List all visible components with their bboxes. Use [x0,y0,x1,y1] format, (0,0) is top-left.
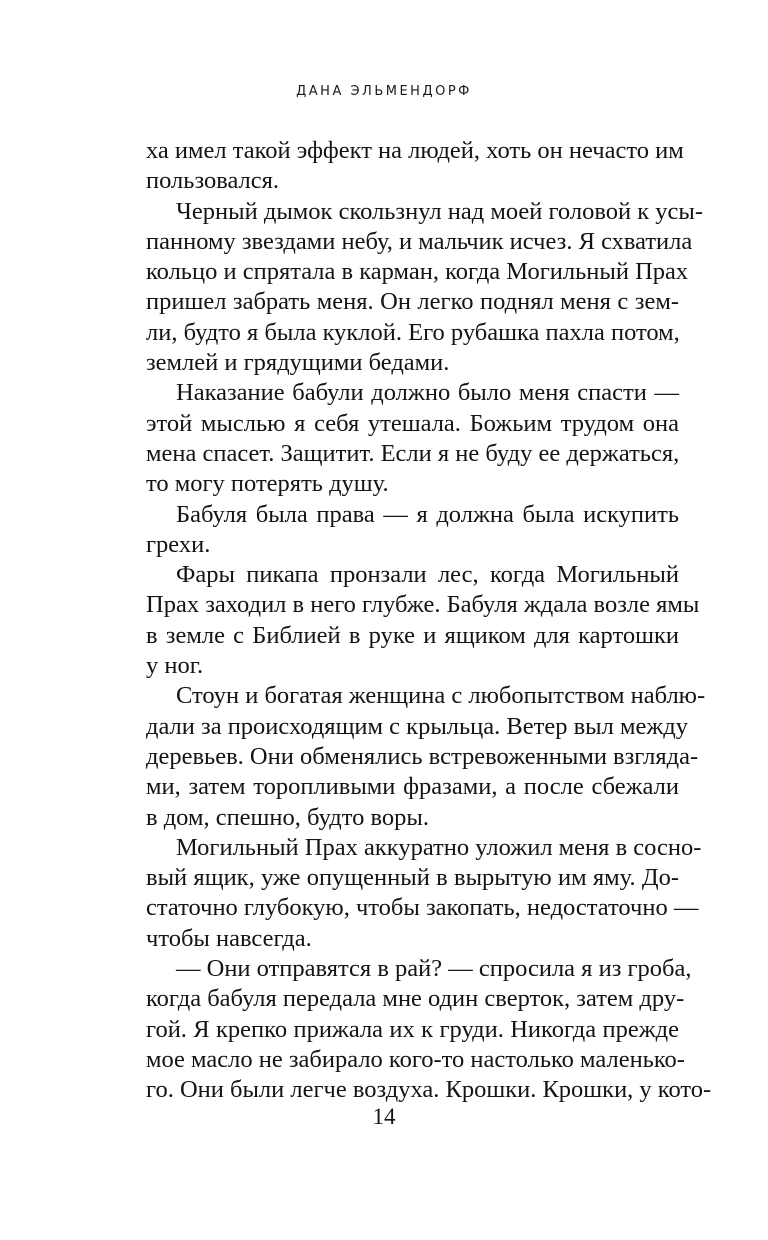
text-line: когда бабуля передала мне один сверток, затем дру- [146,985,685,1013]
text-line: землей и грядущими бедами. [146,349,450,377]
text-line: панному звездами небу, и мальчик исчез. Я схватила [146,227,693,255]
text-line: ха имел такой эффект на людей, хоть он нечасто им [146,137,684,164]
text-line: статочно глубокую, чтобы закопать, недостаточно — [146,894,699,922]
text-line: мена спасет. Защитит. Если я не буду ее держаться, [146,439,680,467]
text-line: Прах заходил в него глубже. Бабуля ждала возле ямы [146,591,700,619]
text-line: у ног. [146,652,204,680]
text-line: в дом, спешно, будто воры. [146,803,429,831]
text-line: Могильный Прах аккуратно уложил меня в сосно- [176,833,702,861]
text-line: этой мыслью я себя утешала. Божьим трудом она [146,409,679,437]
text-line: Наказание бабули должно было меня спасти — [176,379,679,407]
text-line: Стоун и богатая женщина с любопытством наблю- [176,682,706,710]
text-line: — Они отправятся в рай? — спросила я из гроба, [176,955,692,983]
text-line: дали за происходящим с крыльца. Ветер выл между [146,712,688,740]
text-line: пришел забрать меня. Он легко поднял меня с зем- [146,288,679,316]
text-line: в земле с Библией в руке и ящиком для картошки [146,621,679,649]
text-line: кольцо и спрятала в карман, когда Могильный Прах [146,258,689,286]
text-line: деревьев. Они обменялись встревоженными взгляда- [146,742,699,770]
body-text [146,136,712,1106]
text-line: чтобы навсегда. [146,924,312,952]
text-line: ли, будто я была куклой. Его рубашка пахла потом, [146,318,680,346]
text-line: грехи. [146,530,211,558]
text-line: Черный дымок скользнул над моей головой к усы- [176,197,703,225]
text-line: пользовался. [146,167,280,195]
page-number: 14 [372,1104,396,1129]
text-line: Бабуля была права — я должна была искупить [176,500,679,528]
text-line: то могу потерять душу. [146,470,389,498]
text-line: го. Они были легче воздуха. Крошки. Крошки, у кото- [146,1076,712,1104]
text-line: вый ящик, уже опущенный в вырытую им яму. До- [146,864,679,892]
text-line: ми, затем торопливыми фразами, а после сбежали [146,773,679,801]
text-line: гой. Я крепко прижала их к груди. Никогда прежде [146,1015,679,1043]
text-line: мое масло не забирало кого-то настолько маленько- [146,1045,685,1073]
text-line: Фары пикапа пронзали лес, когда Могильный [176,561,679,589]
running-head: ДАНА ЭЛЬМЕНДОРФ [296,84,472,99]
